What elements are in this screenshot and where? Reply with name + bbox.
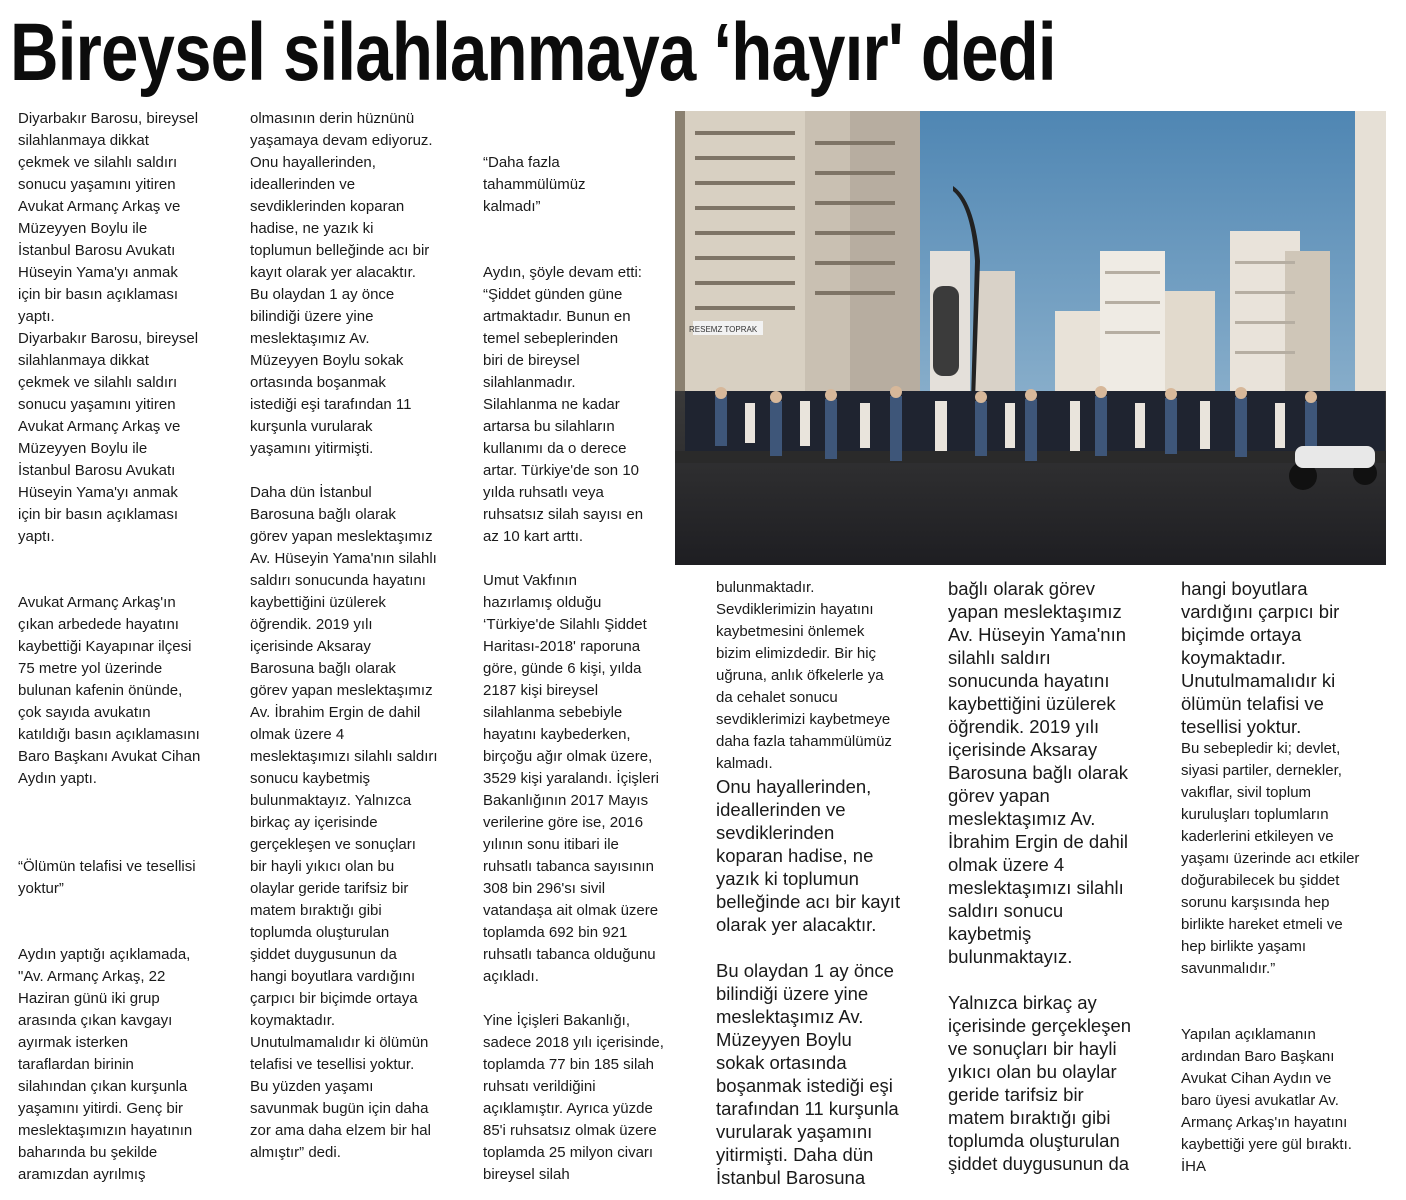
subheading: “Daha fazla tahammülümüz kalmadı”: [483, 154, 586, 215]
paragraph: Diyarbakır Barosu, bireysel silahlanmaya dikkat çekmek ve silahlı saldırı sonucu yaşamını yitiren Avukat Armanç Arkaş ve Müzeyyen Boylu ile İstanbul Barosu Avukatı Hüseyin Yama'yı anmak için bir basın açıklaması yaptı. Diyarbakır Barosu, bireysel silahlanmaya dikkat çekmek ve silahlı saldırı sonucu yaşamını yitiren Avukat Armanç Arkaş ve Müzeyyen Boylu ile İstanbul Barosu Avukatı Hüseyin Yama'yı anmak için bir basın açıklaması yaptı.: [18, 110, 199, 545]
paragraph: olmasının derin hüznünü yaşamaya devam ediyoruz. Onu hayallerinden, ideallerinden ve sevdiklerinden koparan hadise, ne yazık ki toplumun belleğinde acı bir kayıt olarak yer alacaktır. Bu olaydan 1 ay önce bilindiği üzere yine meslektaşımız Av. Müzeyyen Boylu sokak ortasında boşanmak istediği eşi tarafından 11 kurşunla vurularak yaşamını yitirmişti.: [250, 110, 433, 457]
paragraph: Yine İçişleri Bakanlığı, sadece 2018 yılı içerisinde, toplamda 77 bin 185 silah ruhsatı verildiğini açıklamıştır. Ayrıca yüzde 85'i ruhsatsız olmak üzere toplamda 25 milyon civarı bireysel silah: [483, 1012, 664, 1183]
paragraph: Aydın yaptığı açıklamada, "Av. Armanç Arkaş, 22 Haziran günü iki grup arasında çıkan kavgayı ayırmak isterken taraflardan birinin silahından çıkan kurşunla yaşamını yitirdi. Genç bir meslektaşımızın hayatının baharında bu şekilde aramızdan ayrılmış: [18, 946, 193, 1183]
crowd-photo-illustration: [675, 111, 1386, 565]
paragraph: bulunmaktadır. Sevdiklerimizin hayatını kaybetmesini önlemek bizim elimizdedir. Bir hiç uğruna, anlık öfkelerle ya da cehalet sonucu sevdiklerimizi kaybetmeye daha fazla tahammülümüz kalmadı.: [716, 579, 892, 772]
paragraph: hangi boyutlara vardığını çarpıcı bir biçimde ortaya koymaktadır. Unutulmamalıdır ki ölümün telafisi ve tesellisi yoktur.: [1181, 578, 1340, 737]
column-3: [483, 108, 683, 1186]
shop-sign: RESEMZ TOPRAK: [689, 325, 758, 334]
paragraph: Onu hayallerinden, ideallerinden ve sevdiklerinden koparan hadise, ne yazık ki toplumun belleğinde acı bir kayıt olarak yer alacaktır.: [716, 776, 901, 935]
paragraph: Bu olaydan 1 ay önce bilindiği üzere yine meslektaşımız Av. Müzeyyen Boylu sokak ortasında boşanmak istediği eşi tarafından 11 kurşunla vurularak yaşamını yitirmişti. Daha dün İstanbul Barosuna: [716, 960, 899, 1188]
paragraph: Avukat Armanç Arkaş'ın çıkan arbedede hayatını kaybettiği Kayapınar ilçesi 75 metre yol üzerinde bulunan kafenin önünde, çok sayıda avukatın katıldığı basın açıklamasını Baro Başkanı Avukat Cihan Aydın yaptı.: [18, 594, 201, 787]
subheading: “Ölümün telafisi ve tesellisi yoktur”: [18, 858, 196, 897]
news-photo: [675, 111, 1386, 565]
column-6: [1181, 577, 1391, 1178]
column-4: [716, 577, 940, 1189]
paragraph: bağlı olarak görev yapan meslektaşımız Av. Hüseyin Yama'nın silahlı saldırı sonucunda hayatını kaybettiğini üzülerek öğrendik. 2019 yılı içerisinde Aksaray Barosuna bağlı olarak görev yapan meslektaşımız Av. İbrahim Ergin de dahil olmak üzere 4 meslektaşımızı silahlı saldırı sonucu kaybetmiş bulunmaktayız.: [948, 578, 1128, 967]
paragraph: Yapılan açıklamanın ardından Baro Başkanı Avukat Cihan Aydın ve baro üyesi avukatlar Av. Armanç Arkaş'ın hayatını kaybettiği yere gül bıraktı. İHA: [1181, 1026, 1352, 1175]
paragraph: Umut Vakfının hazırlamış olduğu ‘Türkiye'de Silahlı Şiddet Haritası-2018' raporuna göre, günde 6 kişi, yılda 2187 kişi bireysel silahlanma sebebiyle hayatını kaybederken, birçoğu ağır olmak üzere, 3529 kişi yaralandı. İçişleri Bakanlığının 2017 Mayıs verilerine göre ise, 2016 yılının sonu itibari ile ruhsatlı tabanca sayısının 308 bin 296'sı sivil vatandaşa ait olmak üzere toplamda 692 bin 921 ruhsatlı tabanca olduğunu açıkladı.: [483, 572, 659, 985]
column-2: [250, 108, 478, 1164]
paragraph: Aydın, şöyle devam etti: “Şiddet günden güne artmaktadır. Bunun en temel sebeplerinden biri de bireysel silahlanmadır. Silahlanma ne kadar artarsa bu silahların kullanımı da o derece artar. Türkiye'de son 10 yılda ruhsatlı veya ruhsatsız silah sayısı en az 10 kart arttı.: [483, 264, 644, 545]
column-5: [948, 577, 1170, 1175]
paragraph: Daha dün İstanbul Barosuna bağlı olarak görev yapan meslektaşımız Av. Hüseyin Yama'nın silahlı saldırı sonucunda hayatını kaybettiğini üzülerek öğrendik. 2019 yılı içerisinde Aksaray Barosuna bağlı olarak görev yapan meslektaşımız Av. İbrahim Ergin de dahil olmak üzere 4 meslektaşımızı silahlı saldırı sonucu kaybetmiş bulunmaktayız. Yalnızca birkaç ay içerisinde gerçekleşen ve sonuçları bir hayli yıkıcı olan bu olaylar geride tarifsiz bir matem bıraktığı gibi toplumda oluşturulan şiddet duygusunun da hangi boyutlara vardığını çarpıcı bir biçimde ortaya koymaktadır. Unutulmamalıdır ki ölümün telafisi ve tesellisi yoktur. Bu yüzden yaşamı savunmak bugün için daha zor ama daha elzem bir hal almıştır” dedi.: [250, 484, 438, 1161]
column-1: [18, 108, 238, 1186]
paragraph: Bu sebepledir ki; devlet, siyasi partiler, dernekler, vakıflar, sivil toplum kuruluşları toplumların kaderlerini etkileyen ve yaşamı üzerinde acı etkiler doğurabilecek bu şiddet sorunu karşısında hep birlikte hareket etmeli ve hep birlikte yaşamı savunmalıdır.”: [1181, 740, 1360, 977]
headline: Bireysel silahlanmaya ‘hayır' dedi: [10, 7, 1056, 98]
paragraph: Yalnızca birkaç ay içerisinde gerçekleşen ve sonuçları bir hayli yıkıcı olan bu olaylar geride tarifsiz bir matem bıraktığı gibi toplumda oluşturulan şiddet duygusunun da: [948, 992, 1132, 1174]
